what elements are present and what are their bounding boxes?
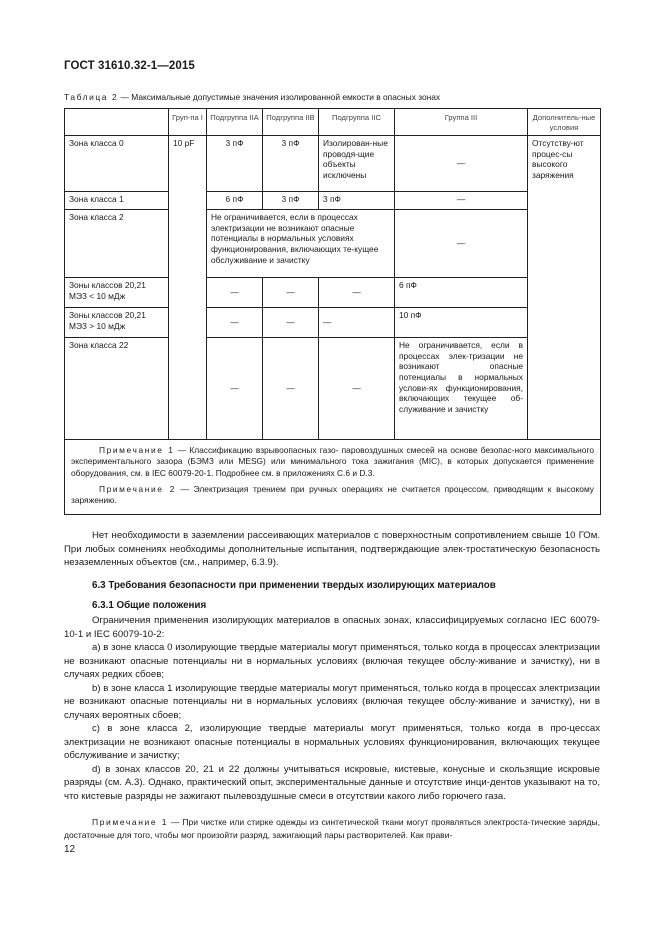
extra-conditions-cell: Отсутству-ют процес-сы высокого заряжения bbox=[528, 136, 601, 192]
table-header-row bbox=[65, 109, 601, 136]
table-row bbox=[65, 136, 601, 192]
table-note bbox=[71, 484, 594, 506]
iib-cell: — bbox=[263, 308, 319, 338]
iic-cell: — bbox=[319, 278, 395, 308]
bottom-note bbox=[64, 816, 600, 841]
group3-cell: 6 пФ bbox=[395, 278, 528, 308]
paragraph: Нет необходимости в заземлении рассеивающих материалов с поверхностным сопротивлением свыше 10 ГОм. При любых сомнениях необходимы дополнительные испытания, подтверждающие элек-тростатическую безопасность незаземленных объектов (см., например, 6.3.9). bbox=[64, 530, 600, 568]
note-label: Примечание 2 bbox=[99, 483, 176, 494]
iic-cell: 3 пФ bbox=[319, 192, 395, 210]
note-label: Примечание 1 bbox=[92, 817, 169, 827]
iia-cell: — bbox=[207, 278, 263, 308]
paragraph: Ограничения применения изолирующих материалов в опасных зонах, классифицируемых согласно IEC 60079-10-1 и IEC 60079-10-2: bbox=[64, 615, 600, 640]
note-text: — Классификацию взрывоопасных газо- паровоздушных смесей на основе безопас-ного максимального экспериментального зазора (БЭМЗ или MESG) или минимального тока зажигания (MIC), в которых допускается применение оборудования, см. в IEC 60079-20-1. Подробнее см. в приложениях C.6 и D.3. bbox=[71, 445, 594, 478]
standard-header: ГОСТ 31610.32-1—2015 bbox=[64, 60, 195, 72]
extra-conditions-cell bbox=[528, 210, 601, 278]
paragraph: a) в зоне класса 0 изолирующие твердые материалы могут применяться, только когда в процессах электризации не возникают опасные потенциалы ни в нормальных условиях (включая текущее обслу-живание и зачистку), ни в случаях редких сбоев; bbox=[64, 642, 600, 680]
group1-cell bbox=[169, 338, 207, 440]
section-heading: 6.3 Требования безопасности при применении твердых изолирующих материалов bbox=[92, 580, 496, 591]
extra-conditions-cell bbox=[528, 278, 601, 308]
column-header: Груп-па I bbox=[169, 109, 207, 136]
capacitance-table bbox=[64, 108, 601, 515]
group3-cell: — bbox=[395, 192, 528, 210]
group3-cell: 10 пФ bbox=[395, 308, 528, 338]
table-caption-text: — Максимальные допустимые значения изолированной емкости в опасных зонах bbox=[118, 92, 441, 102]
table-row bbox=[65, 278, 601, 308]
extra-conditions-cell bbox=[528, 308, 601, 338]
iib-cell: — bbox=[263, 338, 319, 440]
note-text: — При чистке или стирке одежды из синтетической ткани могут проявляться электроста-тические заряды, достаточные для того, чтобы мог произойти разряд, зажигающий пары растворителей. Как прави- bbox=[64, 817, 600, 840]
group1-cell bbox=[169, 278, 207, 308]
group1-cell bbox=[169, 210, 207, 278]
group1-cell bbox=[169, 192, 207, 210]
zone-cell: Зона класса 2 bbox=[65, 210, 169, 278]
paragraph: d) в зонах классов 20, 21 и 22 должны учитываться искровые, кистевые, конусные и скользящие искровые разряды (см. А.3). Однако, практический опыт, экспериментальные данные и отсутствие инци-дентов указывают на то, что кистевые разряды не зажигают пылевоздушные смеси в отсутствии какого либо горючего газа. bbox=[64, 763, 600, 802]
table-notes-row bbox=[65, 440, 601, 515]
iia-cell: 3 пФ bbox=[207, 136, 263, 192]
group1-cell: 10 pF bbox=[169, 136, 207, 192]
table-note bbox=[71, 445, 594, 479]
iic-cell: — bbox=[319, 338, 395, 440]
group3-cell: — bbox=[395, 210, 528, 278]
zone-cell: Зоны классов 20,21 МЭЗ > 10 мДж bbox=[65, 308, 169, 338]
iia-cell: 6 пФ bbox=[207, 192, 263, 210]
extra-conditions-cell bbox=[528, 338, 601, 440]
paragraph bbox=[64, 816, 600, 841]
column-header: Подгруппа IIC bbox=[319, 109, 395, 136]
table-caption-label: Таблица 2 bbox=[64, 92, 119, 102]
column-header: Подгруппа IIA bbox=[207, 109, 263, 136]
after-table-paragraph bbox=[64, 529, 600, 570]
table-row bbox=[65, 210, 601, 278]
group3-cell: — bbox=[395, 136, 528, 192]
zone-cell: Зона класса 22 bbox=[65, 338, 169, 440]
column-header: Подгруппа IIB bbox=[263, 109, 319, 136]
iib-cell: 3 пФ bbox=[263, 136, 319, 192]
page-number: 12 bbox=[64, 844, 76, 855]
zone-cell: Зона класса 0 bbox=[65, 136, 169, 192]
column-header bbox=[65, 109, 169, 136]
table-caption bbox=[64, 92, 440, 102]
table-row bbox=[65, 308, 601, 338]
table-row bbox=[65, 338, 601, 440]
extra-conditions-cell bbox=[528, 192, 601, 210]
table-notes-cell bbox=[65, 440, 601, 515]
column-header: Группа III bbox=[395, 109, 528, 136]
zone-cell: Зоны классов 20,21 МЭЗ < 10 мДж bbox=[65, 278, 169, 308]
merged-condition-cell: Не ограничивается, если в процессах электризации не возникают опасные потенциалы в нормальных условиях функционирования, включающих те-кущее обслуживание и зачистку bbox=[207, 210, 395, 278]
note-label: Примечание 1 bbox=[99, 445, 175, 456]
iib-cell: 3 пФ bbox=[263, 192, 319, 210]
paragraph: b) в зоне класса 1 изолирующие твердые материалы могут применяться, только когда в процессах электризации не возникают опасные потенциалы ни в нормальных условиях (включая текущее обслу-живание и зачистку), ни в случаях вероятных сбоев; bbox=[64, 682, 600, 721]
iic-cell: — bbox=[319, 308, 395, 338]
subsection-heading: 6.3.1 Общие положения bbox=[92, 600, 207, 611]
iia-cell: — bbox=[207, 308, 263, 338]
group1-cell bbox=[169, 308, 207, 338]
zone-cell: Зона класса 1 bbox=[65, 192, 169, 210]
iic-cell: Изолирован-ные проводя-щие объекты исключены bbox=[319, 136, 395, 192]
group3-cell: Не ограничивается, если в процессах элек-тризации не возникают опасные потенциалы в нормальных услови-ях функционирования, включающих текущее об-служивание и зачистку bbox=[395, 338, 528, 440]
iib-cell: — bbox=[263, 278, 319, 308]
paragraph: c) в зоне класса 2, изолирующие твердые материалы могут применяться, только когда в про-цессах электризации не возникают опасные потенциалы в нормальных условиях функционирования, включающих текущее обслуживание и зачистку; bbox=[64, 723, 600, 761]
iia-cell: — bbox=[207, 338, 263, 440]
table-row bbox=[65, 192, 601, 210]
requirements-text bbox=[64, 614, 600, 803]
note-text: — Электризация трением при ручных операциях не считается процессом, приводящим к высокому заряжению. bbox=[71, 483, 594, 505]
column-header: Дополнитель-ные условия bbox=[528, 109, 601, 136]
